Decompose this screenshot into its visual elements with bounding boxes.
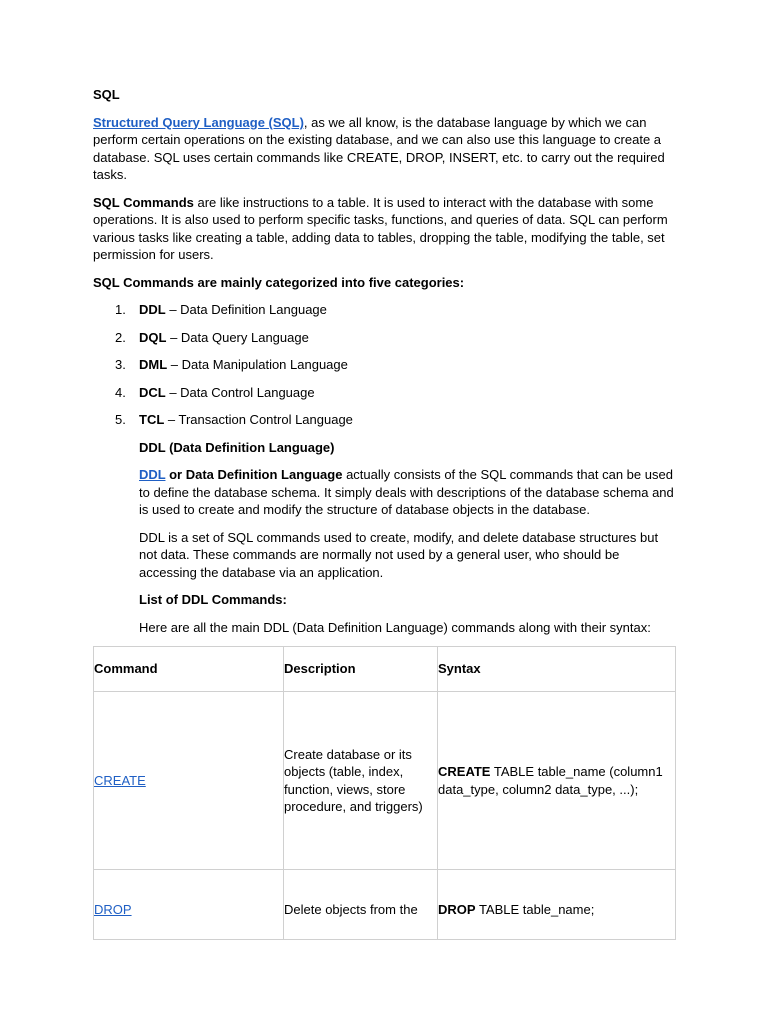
syntax-text: TABLE table_name (column1 data_type, column2 data_type, ...); [438,764,663,797]
list-heading: List of DDL Commands: [139,592,287,607]
category-abbr: DCL [139,384,166,400]
category-abbr: DML [139,357,168,372]
header-command: Command [94,647,284,692]
syntax-text: TABLE table_name; [475,902,595,918]
category-abbr: TCL [139,412,165,427]
list-number: 2. [115,329,126,345]
category-desc: – Data Query Language [166,329,309,345]
header-description: Description [284,647,438,692]
ddl-heading: DDL (Data Definition Language) [139,439,335,455]
ddl-bold: or Data Definition Language [165,467,343,482]
header-syntax: Syntax [438,647,676,692]
list-number: 3. [115,357,126,372]
category-desc: – Data Definition Language [165,302,327,317]
list-item [93,301,678,319]
command-cell [94,692,284,870]
description-cell: Create database or its objects (table, index, function, views, store procedure, and triggers) [284,692,438,870]
doc-title: SQL [93,87,120,102]
sql-link[interactable]: Structured Query Language (SQL) [93,114,304,130]
table-header-row [94,647,676,692]
ddl-paragraph-2: DDL is a set of SQL commands used to create, modify, and delete database structures but not data. These commands are normally not used by a general user, who should be accessing the database via an application. [139,529,659,580]
syntax-keyword: DROP [438,902,476,918]
intro-paragraph [93,114,678,184]
table-row [94,870,676,940]
list-item [93,329,678,347]
list-number: 5. [115,412,126,427]
category-desc: – Data Manipulation Language [167,357,348,372]
list-number: 1. [115,302,126,317]
syntax-keyword: CREATE [438,764,491,779]
category-desc: – Transaction Control Language [164,412,353,427]
description-cell: Delete objects from the [284,870,438,940]
ddl-paragraph-1 [93,466,678,519]
category-abbr: DDL [139,302,166,317]
categories-list [93,301,678,429]
categories-heading: SQL Commands are mainly categorized into five categories: [93,274,465,290]
create-link[interactable]: CREATE [94,772,146,788]
document-page [93,86,678,940]
list-item [93,411,678,429]
table-row [94,692,676,870]
command-cell [94,870,284,940]
syntax-cell [438,870,676,940]
commands-paragraph [93,194,678,264]
intro-text: , as we all know, is the database language by which we can perform certain operations on the existing database, and we can also use this language to create a database. SQL uses certain commands like CREATE, DROP, INSERT, etc. to carry out the required tasks. [93,114,665,182]
list-intro: Here are all the main DDL (Data Definition Language) commands along with their syntax: [139,619,651,635]
category-desc: – Data Control Language [165,384,315,400]
commands-text: are like instructions to a table. It is used to interact with the database with some operations. It is also used to perform specific tasks, functions, and queries of data. SQL can perform various tasks like creating a table, adding data to tables, dropping the table, modifying the table, set permission for users. [93,194,668,262]
list-item [93,384,678,402]
drop-link[interactable]: DROP [94,902,132,918]
list-item [93,356,678,374]
syntax-cell [438,692,676,870]
ddl-commands-table [93,646,676,940]
list-number: 4. [115,384,126,400]
category-abbr: DQL [139,329,167,345]
ddl-link[interactable]: DDL [139,467,166,482]
ddl-text: actually consists of the SQL commands that can be used to define the database schema. It simply deals with descriptions of the database schema and is used to create and modify the structure of database objects in the database. [139,467,674,517]
commands-bold: SQL Commands [93,194,194,210]
